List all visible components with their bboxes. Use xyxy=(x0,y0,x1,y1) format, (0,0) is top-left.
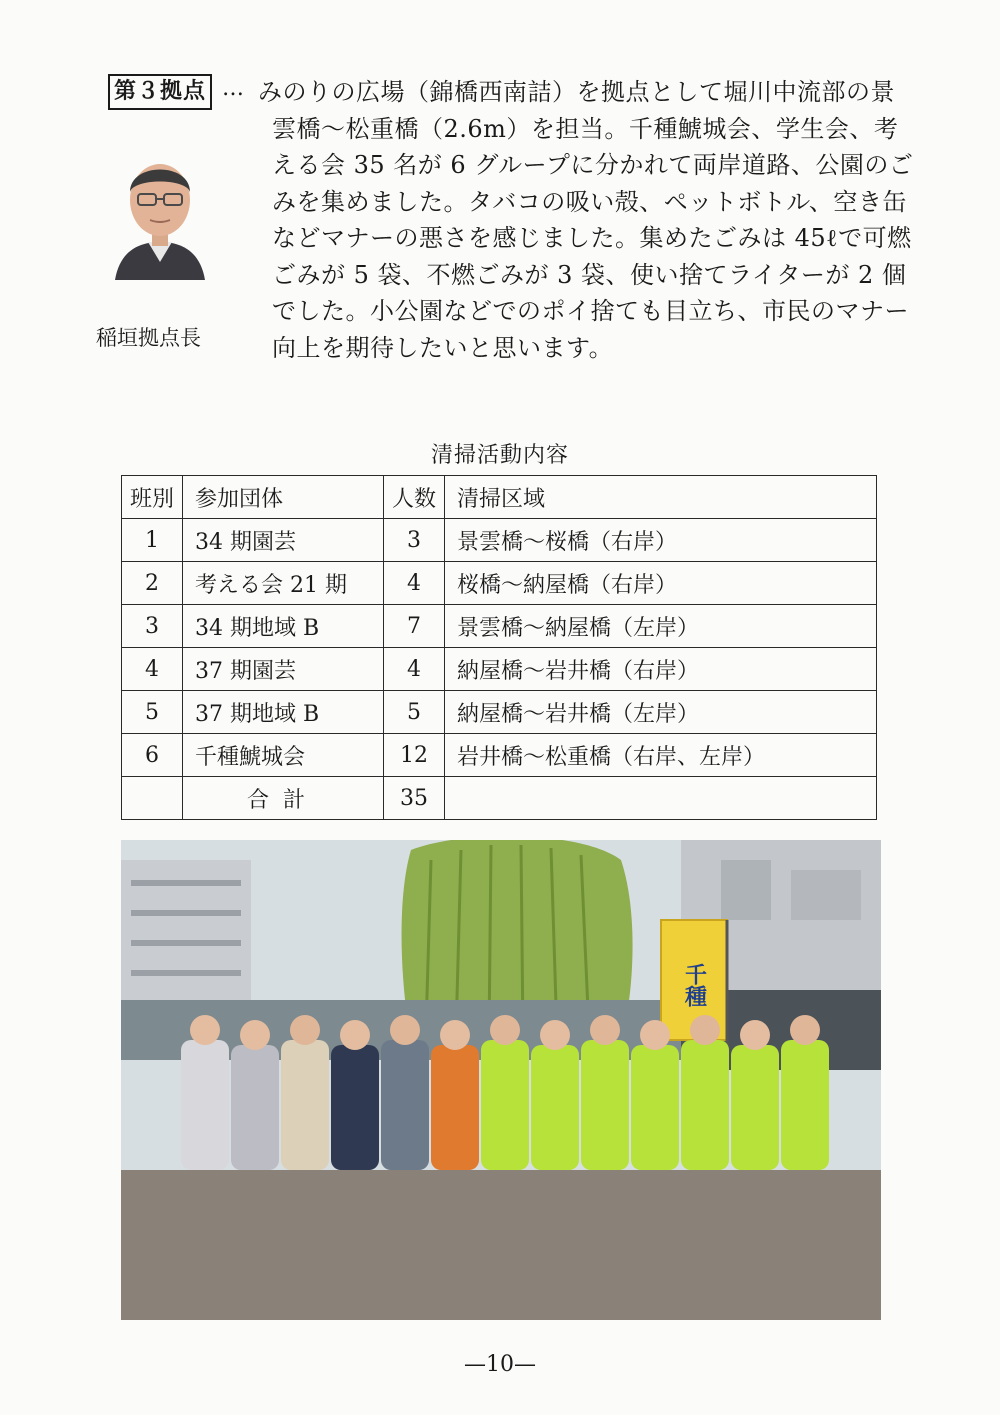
intro-line: 向上を期待したいと思います。 xyxy=(272,333,614,362)
group-photo-illustration xyxy=(121,840,881,1320)
cell-num: 4 xyxy=(122,648,183,691)
cell-group: 34 期地域 B xyxy=(183,605,384,648)
cell-group: 考える会 21 期 xyxy=(183,562,384,605)
banner-text: 千種 xyxy=(681,963,707,1007)
cell-area: 納屋橋～岩井橋（左岸） xyxy=(445,691,877,734)
cell-num: 5 xyxy=(122,691,183,734)
cell-area: 景雲橋～桜橋（右岸） xyxy=(445,519,877,562)
cell-count: 5 xyxy=(384,691,445,734)
cell-group: 34 期園芸 xyxy=(183,519,384,562)
total-label: 合計 xyxy=(183,777,384,820)
cell-area: 景雲橋～納屋橋（左岸） xyxy=(445,605,877,648)
cell-count: 7 xyxy=(384,605,445,648)
intro-line: でした。小公園などでのポイ捨ても目立ち、市民のマナー xyxy=(272,297,909,325)
header-num: 班別 xyxy=(122,476,183,519)
cell-count: 4 xyxy=(384,562,445,605)
intro-line: みを集めました。タバコの吸い殻、ペットボトル、空き缶 xyxy=(272,187,907,216)
table-header-row xyxy=(122,476,877,519)
section-label: 第３拠点 xyxy=(108,74,212,110)
intro-line: 雲橋～松重橋（2.6m）を担当。千種鯱城会、学生会、考 xyxy=(272,114,899,143)
cell-count: 4 xyxy=(384,648,445,691)
cell-group: 37 期地域 B xyxy=(183,691,384,734)
cell-area: 岩井橋～松重橋（右岸、左岸） xyxy=(445,734,877,777)
table-row xyxy=(122,648,877,691)
section-leader-dots: … xyxy=(222,76,244,101)
intro-line: ごみが 5 袋、不燃ごみが 3 袋、使い捨てライターが 2 個 xyxy=(272,260,907,289)
cell-num-empty xyxy=(122,777,183,820)
cell-area-empty xyxy=(445,777,877,820)
total-count: 35 xyxy=(384,777,445,820)
table-total-row xyxy=(122,777,877,820)
cell-group: 千種鯱城会 xyxy=(183,734,384,777)
page-number: —10— xyxy=(464,1352,536,1377)
table-row xyxy=(122,562,877,605)
table-row xyxy=(122,519,877,562)
table-row xyxy=(122,605,877,648)
activity-table xyxy=(121,475,877,820)
cell-num: 1 xyxy=(122,519,183,562)
cell-num: 2 xyxy=(122,562,183,605)
cell-group: 37 期園芸 xyxy=(183,648,384,691)
cell-num: 6 xyxy=(122,734,183,777)
table-row xyxy=(122,734,877,777)
intro-line: える会 35 名が 6 グループに分かれて両岸道路、公園のご xyxy=(272,151,914,179)
cell-area: 桜橋～納屋橋（右岸） xyxy=(445,562,877,605)
cell-num: 3 xyxy=(122,605,183,648)
header-area: 清掃区域 xyxy=(445,476,877,519)
portrait-photo xyxy=(110,150,210,280)
intro-paragraph xyxy=(258,74,948,366)
cell-count: 12 xyxy=(384,734,445,777)
photo-ground xyxy=(121,1170,881,1320)
portrait-caption: 稲垣拠点長 xyxy=(96,326,201,350)
header-group: 参加団体 xyxy=(183,476,384,519)
cell-count: 3 xyxy=(384,519,445,562)
group-photo xyxy=(121,840,881,1320)
cell-area: 納屋橋～岩井橋（右岸） xyxy=(445,648,877,691)
header-count: 人数 xyxy=(384,476,445,519)
intro-line: などマナーの悪さを感じました。集めたごみは 45ℓで可燃 xyxy=(272,224,912,252)
intro-line: みのりの広場（錦橋西南詰）を拠点として堀川中流部の景 xyxy=(258,78,895,106)
table-title: 清掃活動内容 xyxy=(430,443,569,468)
table-row xyxy=(122,691,877,734)
portrait-illustration xyxy=(110,150,210,280)
